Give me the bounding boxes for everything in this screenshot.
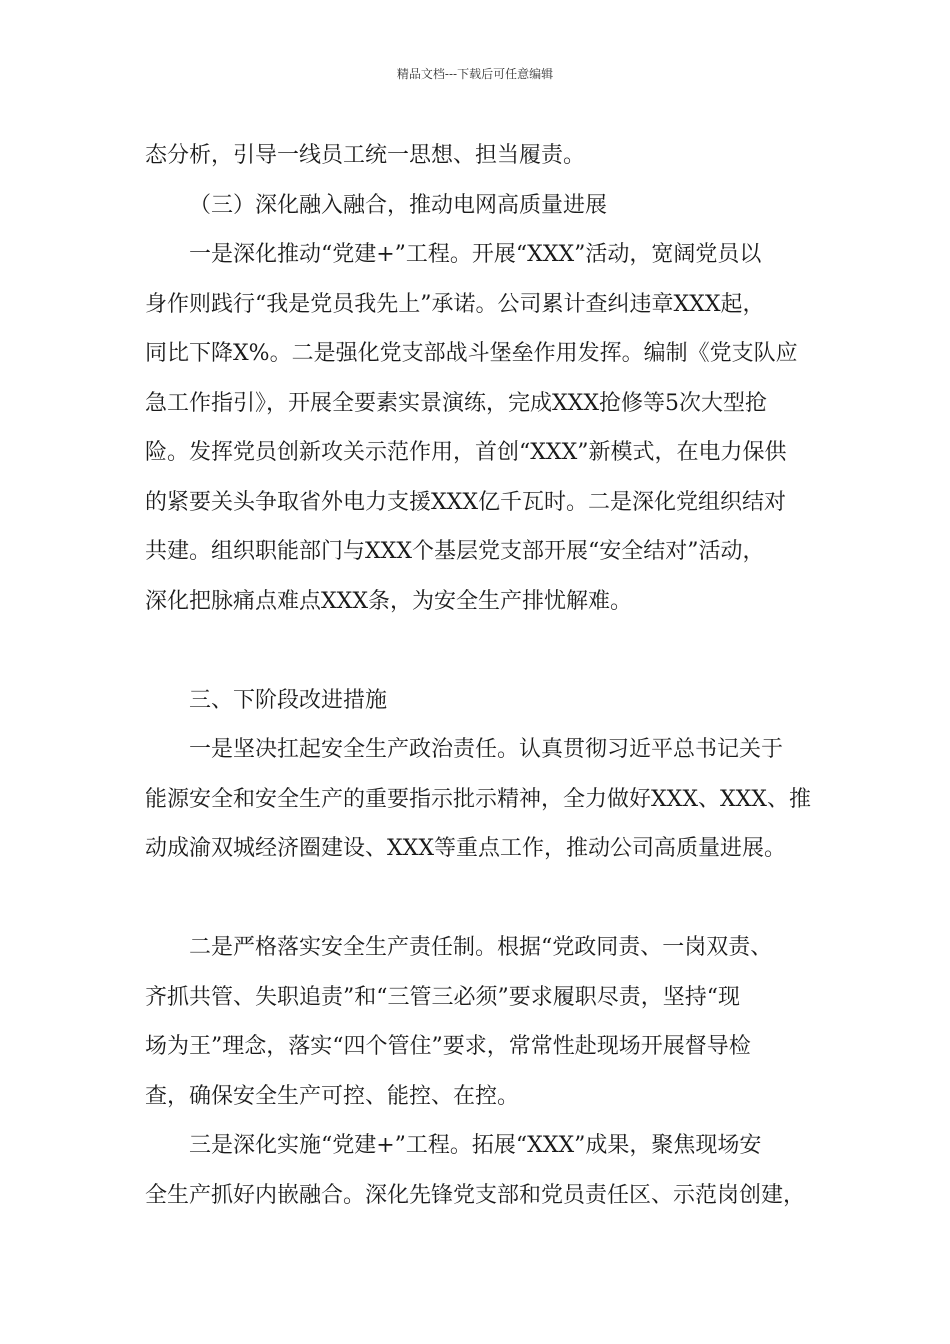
paragraph-line: 态分析，引导一线员工统一思想、担当履责。 (145, 143, 586, 168)
paragraph-line: 一是深化推动“党建+”工程。开展“XXX”活动，宽阔党员以 (189, 242, 762, 267)
paragraph-line: 急工作指引》，开展全要素实景演练，完成XXX抢修等5次大型抢 (145, 390, 767, 416)
paragraph-line: 身作则践行“我是党员我先上”承诺。公司累计查纠违章XXX起， (145, 291, 765, 317)
paragraph-line: 险。发挥党员创新攻关示范作用，首创“XXX”新模式，在电力保供 (145, 440, 787, 465)
paragraph-line: 同比下降X%。二是强化党支部战斗堡垒作用发挥。编制《党支队应 (145, 341, 798, 366)
paragraph-line: 全生产抓好内嵌融合。深化先锋党支部和党员责任区、示范岗创建， (145, 1182, 806, 1208)
paragraph-line: 能源安全和安全生产的重要指示批示精神，全力做好XXX、XXX、推 (145, 786, 811, 812)
paragraph-line: 齐抓共管、失职追责”和“三管三必须”要求履职尽责，坚持“现 (145, 984, 740, 1010)
paragraph-line: 的紧要关头争取省外电力支援XXX亿千瓦时。二是深化党组织结对 (145, 489, 786, 515)
blank-line (145, 874, 827, 924)
paragraph-line: 深化把脉痛点难点XXX条，为安全生产排忧解难。 (145, 588, 632, 614)
paragraph-line: 查，确保安全生产可控、能控、在控。 (145, 1083, 520, 1109)
paragraph-line: 动成渝双城经济圈建设、XXX等重点工作，推动公司高质量进展。 (145, 836, 786, 861)
section-heading-main: 三、下阶段改进措施 (189, 687, 388, 713)
paragraph-line: 三是深化实施“党建+”工程。拓展“XXX”成果，聚焦现场安 (189, 1133, 762, 1158)
document-body (145, 131, 827, 1220)
paragraph-line: 一是坚决扛起安全生产政治责任。认真贯彻习近平总书记关于 (189, 737, 784, 762)
paragraph-line: 共建。组织职能部门与XXX个基层党支部开展“安全结对”活动， (145, 539, 765, 564)
blank-line (145, 626, 827, 676)
page-header-watermark: 精品文档---下载后可任意编辑 (396, 67, 554, 81)
paragraph-line: 场为王”理念，落实“四个管住”要求，常常性赴现场开展督导检 (145, 1034, 751, 1059)
section-heading-3: （三）深化融入融合，推动电网高质量进展 (189, 192, 608, 218)
paragraph-line: 二是严格落实安全生产责任制。根据“党政同责、一岗双责、 (189, 935, 773, 960)
